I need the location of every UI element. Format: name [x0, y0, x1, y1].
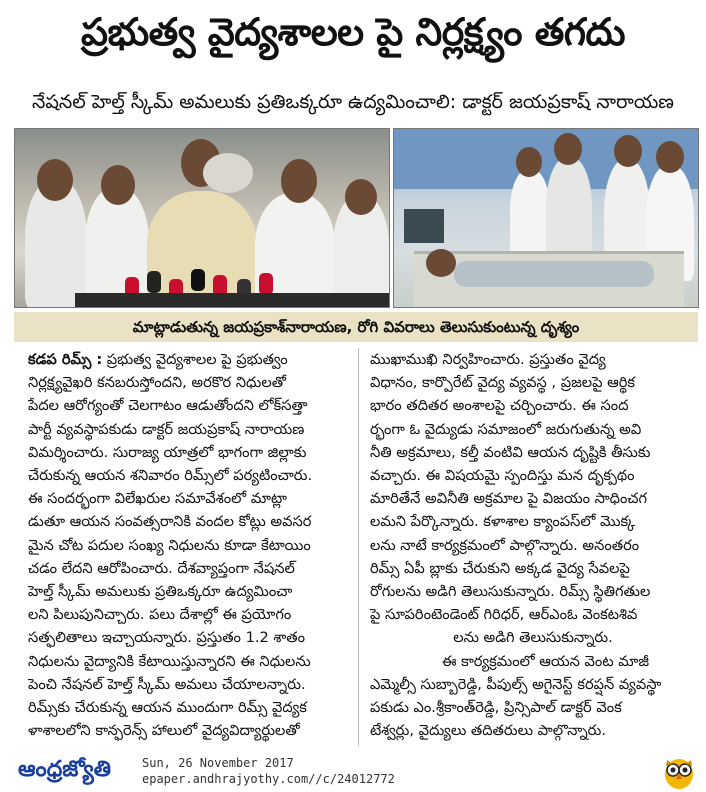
article-line: పై సూపరింటెండెంట్ గిరిధర్, ఆర్ఎంఓ వెంకటశివ: [370, 606, 638, 624]
column-divider: [358, 348, 359, 746]
article-line: చేరుకున్న ఆయన శనివారం రిమ్స్‌లో పర్యటించారు.: [28, 467, 313, 485]
article-line: పేదల ఆరోగ్యంతో చెలగాటం ఆడుతోందని లోక్‌సత్తా: [28, 397, 308, 415]
article-line: మారితేనే అవినీతి అక్రమాల పై విజయం సాధించగ: [370, 490, 647, 508]
article-line: ళాశాలలోని కాన్ఫరెన్స్ హాలులో వైద్యవిద్యార్థులతో: [28, 722, 300, 740]
article-line: నిధులను వైద్యానికి కేటాయిస్తున్నారని ఈ నిధులను: [28, 652, 311, 670]
article-line: రోగులను అడిగి తెలుసుకున్నారు. రిమ్స్ స్థితిగతుల: [370, 583, 651, 601]
article-column-right: [370, 348, 696, 742]
article-line: లను నాటే కార్యక్రమంలో పాల్గొన్నారు. అనంతరం: [370, 536, 640, 554]
article-line: ర్భంగా ఓ వైద్యుడు సమాజంలో జరుగుతున్న అవి: [370, 420, 642, 438]
article-line: విధానం, కార్పొరేట్ వైద్య వ్యవస్థ , ప్రజలపై ఆర్థిక: [370, 374, 636, 392]
article-line: ఈ సందర్భంగా విలేఖరుల సమావేశంలో మాట్లా: [28, 490, 287, 508]
article-line: లమని పేర్కొన్నారు. కళాశాల క్యాంపస్‌లో మొక్క: [370, 513, 636, 531]
edition-date: Sun, 26 November 2017: [142, 756, 294, 770]
article-line: మైన చోట పదుల సంఖ్య నిధులను కూడా కేటాయిం: [28, 536, 311, 554]
article-line: పార్టీ వ్యవస్థాపకుడు డాక్టర్ జయప్రకాష్ నారాయణ: [28, 420, 305, 438]
article-line: నీతి అక్రమాలు, కల్తీ వంటివి ఆయన దృష్టికి తీసుకు: [370, 443, 651, 461]
article-line: లను అడిగి తెలుసుకున్నారు.: [453, 629, 613, 647]
owl-icon: [662, 754, 696, 790]
hospital-ward-photo: [393, 128, 699, 308]
article-line: భారం తదితర అంశాలపై చర్చించారు. ఈ సంద: [370, 397, 629, 415]
andhrajyothy-logo: ఆంధ్రజ్యోతి: [18, 756, 111, 782]
article-column-left: [28, 348, 354, 742]
article-line: ఈ కార్యక్రమంలో ఆయన వెంట మాజీ: [442, 652, 650, 670]
headline: ప్రభుత్వ వైద్యశాలల పై నిర్లక్ష్యం తగదు: [81, 10, 625, 54]
article-line: విమర్శించారు. సురాజ్య యాత్రలో భాగంగా జిల్లాకు: [28, 443, 307, 461]
article-line: రిమ్స్ ఏపీ బ్లాకు చేరుకుని అక్కడ వైద్య సేవలపై: [370, 559, 630, 577]
article-line: కడప రిమ్స్ : ప్రభుత్వ వైద్యశాలల పై ప్రభుత్వం: [28, 351, 288, 368]
article-line: పెంచి నేషనల్ హెల్త్ స్కీమ్ అమలు చేయాలన్నారు.: [28, 675, 306, 693]
article-line: ఎమ్మెల్సీ సుబ్బారెడ్డి, పీపుల్స్ అగైనెస్ట్ కరప్షన్ వ్యవస్థా: [370, 675, 662, 693]
subheadline: నేషనల్ హెల్త్ స్కీమ్ అమలుకు ప్రతిఒక్కరూ ఉద్యమించాలి: డాక్టర్ జయప్రకాష్ నారాయణ: [32, 91, 674, 113]
article-line: హెల్త్ స్కీమ్ అమలుకు ప్రతిఒక్కరూ ఉద్యమించా: [28, 583, 293, 601]
article-line: నిర్లక్ష్యవైఖరి కనబరుస్తోందని, అరకొర నిధులతో: [28, 374, 286, 392]
epaper-url[interactable]: epaper.andhrajyothy.com//c/24012772: [142, 772, 395, 786]
dateline: కడప రిమ్స్ :: [28, 351, 103, 368]
article-line: లని పిలుపునిచ్చారు. పలు దేశాల్లో ఈ ప్రయోగం: [28, 606, 292, 624]
article-line: చడం లేదని ఆరోపించారు. దేశవ్యాప్తంగా నేషనల్: [28, 559, 295, 577]
footer: [0, 752, 706, 792]
article-line: టేశ్వర్లు, వైద్యులు తదితరులు పాల్గొన్నారు.: [370, 722, 606, 740]
article-line: డుతూ ఆయన సంవత్సరానికి వందల కోట్లు అవసర: [28, 513, 312, 531]
photo-caption: మాట్లాడుతున్న జయప్రకాశ్‌నారాయణ, రోగి వివరాలు తెలుసుకుంటున్న దృశ్యం: [14, 312, 698, 342]
press-meet-photo: [14, 128, 390, 308]
article-line: పకుడు ఎం.శ్రీకాంత్‌రెడ్డి, ప్రిన్సిపాల్ డాక్టర్ వెంక: [370, 699, 622, 717]
article-line: సత్ఫలితాలు ఇచ్చాయన్నారు. ప్రస్తుతం 1.2 శాతం: [28, 629, 306, 647]
article-line: వచ్చారు. ఈ విషయమై స్పందిస్తు మన దృక్పథం: [370, 467, 635, 485]
article-line: రిమ్స్‌కు చేరుకున్న ఆయన ముందుగా రిమ్స్ వైద్యక: [28, 699, 307, 717]
article-line: ముఖాముఖి నిర్వహించారు. ప్రస్తుతం వైద్య: [370, 351, 606, 368]
